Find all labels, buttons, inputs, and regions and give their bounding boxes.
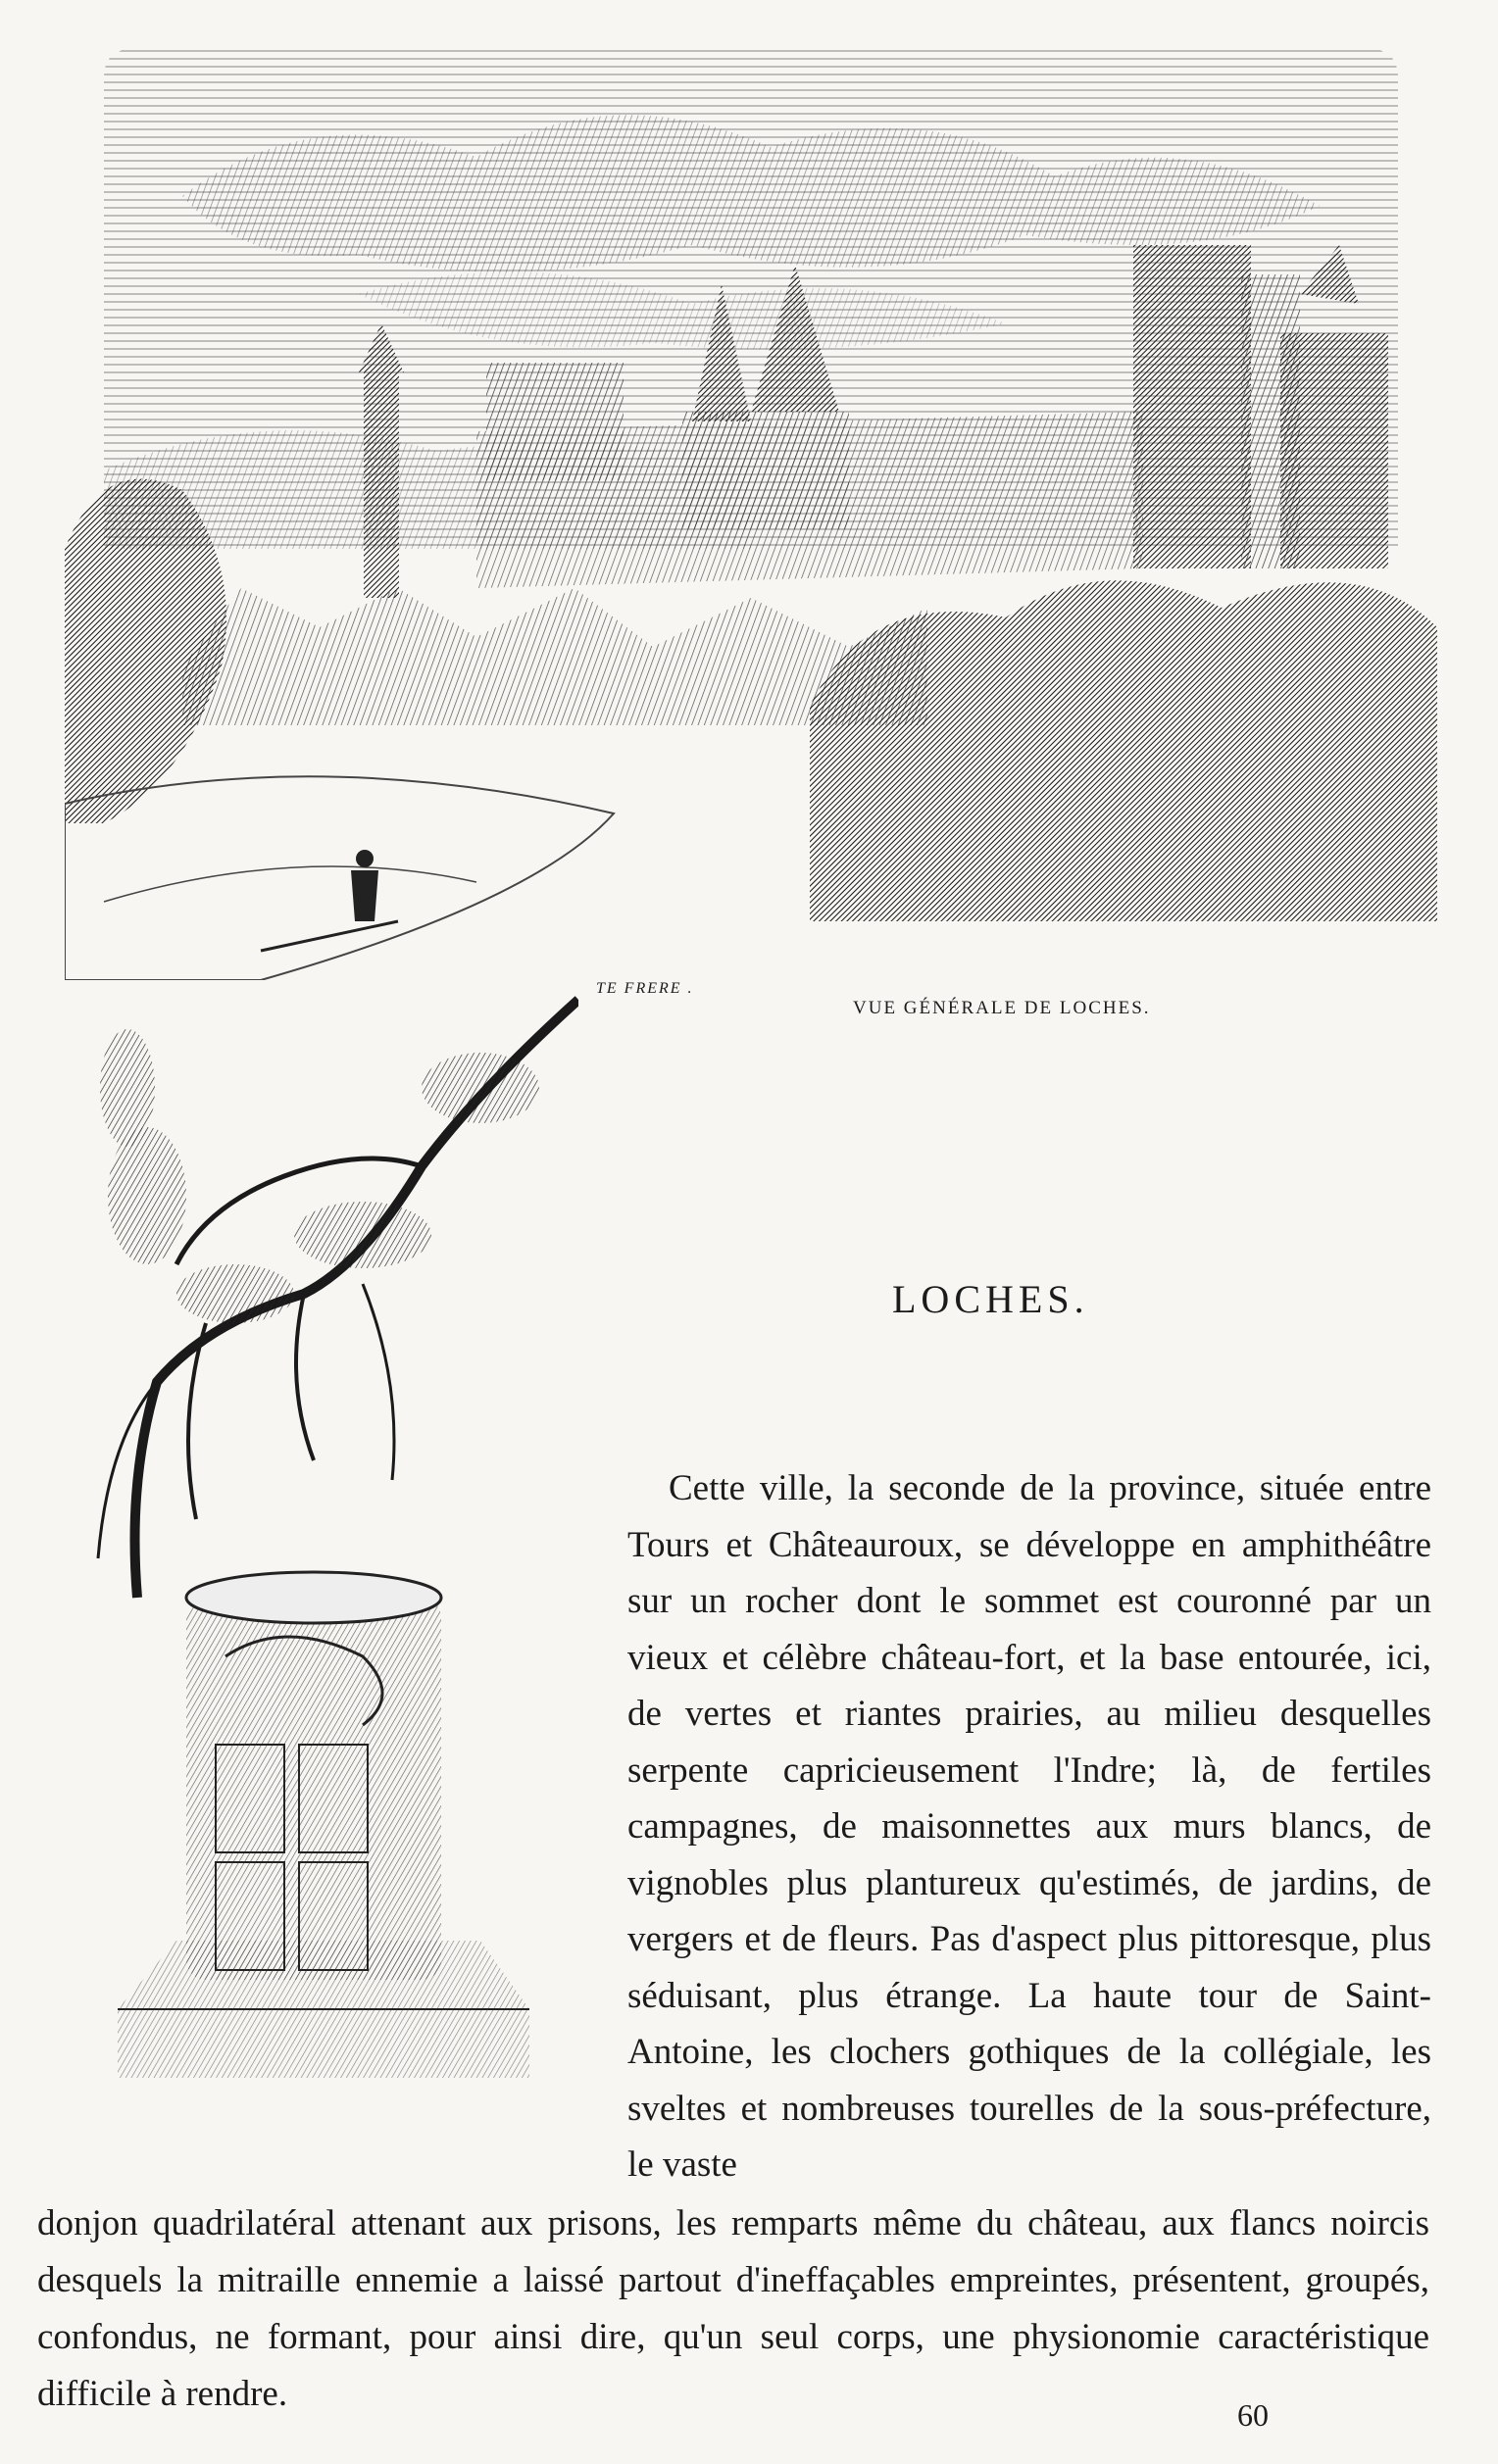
engraving-loches-view xyxy=(65,39,1437,980)
body-text-wide xyxy=(37,2195,1429,2423)
section-title: LOCHES. xyxy=(892,1277,1089,1321)
illustration-caption: VUE GÉNÉRALE DE LOCHES. xyxy=(853,998,1151,1018)
paragraph-intro: Cette ville, la seconde de la province, située entre Tours et Châteauroux, se développe en amphithéâtre sur un rocher dont le sommet est couronné par un vieux et célèbre château-fort, et la base entourée, ici, de vertes et riantes prairies, au milieu desquelles serpente capricieusement l'Indre; là, de fertiles campagnes, de maisonnettes aux murs blancs, de vignobles plus plantureux qu'estimés, de jardins, de vergers et de fleurs. Pas d'aspect plus pittoresque, plus séduisant, plus étrange. La haute tour de Saint-Antoine, les clochers gothiques de la collégiale, les sveltes et nombreuses tourelles de la sous-préfecture, le vaste xyxy=(627,1468,1431,2185)
engraver-signature: TE FRERE . xyxy=(596,980,694,997)
vine-and-stone-pillar-illustration xyxy=(69,970,578,2146)
paragraph-continued: donjon quadrilatéral attenant aux prisons, les remparts même du château, aux flancs noircis desquels la mitraille ennemie a laissé partout d'ineffaçables empreintes, présentent, groupés, confondus, ne formant, pour ainsi dire, qu'un seul corps, une physionomie caractéristique difficile à rendre. xyxy=(37,2203,1429,2414)
body-text-column xyxy=(627,1460,1431,2193)
page-number: 60 xyxy=(1237,2397,1269,2433)
